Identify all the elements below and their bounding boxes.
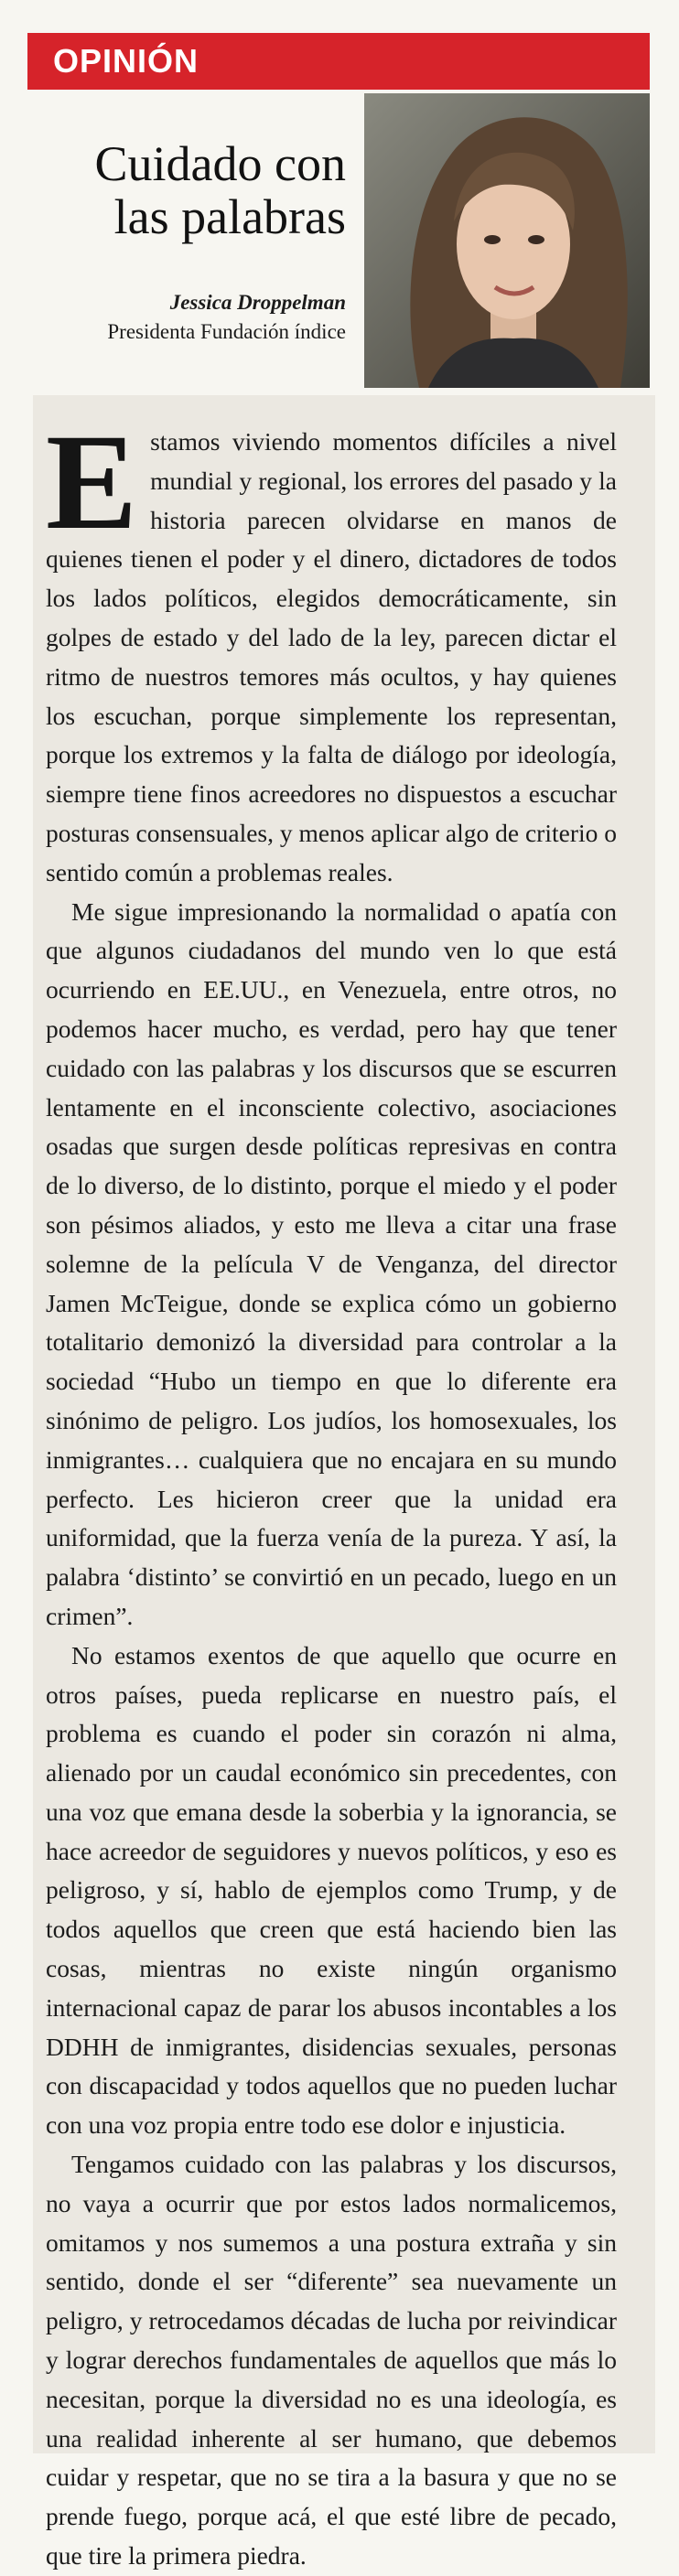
author-photo <box>364 93 650 388</box>
article-headline: Cuidado con las palabras <box>94 136 346 244</box>
article-body <box>46 406 617 2576</box>
author-name: Jessica Droppelman <box>169 291 346 314</box>
author-portrait-image <box>364 93 650 388</box>
section-label: OPINIÓN <box>53 42 199 80</box>
paragraph-text: stamos viviendo momentos difíciles a nivel mundial y regional, los errores del pasado y la historia parecen olvidarse en manos de quienes tienen el poder y el dinero, dictadores de todos los lados políticos, elegidos democráticamente, sin golpes de estado y del lado de la ley, parecen dictar el ritmo de nuestros temores más ocultos, y hay quienes los escuchan, porque simplemente los representan, porque los extremos y la falta de diálogo por ideología, siempre tiene finos acreedores no dispuestos a escuchar posturas consensuales, y menos aplicar algo de criterio o sentido común a problemas reales. <box>46 427 617 886</box>
paragraph-4: Tengamos cuidado con las palabras y los discursos, no vaya a ocurrir que por estos lados normalicemos, omitamos y nos sumemos a una postura extraña y sin sentido, donde el ser “diferente” sea nuevamente un peligro, y retrocedamos décadas de lucha por reivindicar y lograr derechos fundamentales de aquellos que más lo necesitan, porque la diversidad no es una ideología, es una realidad inherente al ser humano, que debemos cuidar y respetar, que no se tira a la basura y que no se prende fuego, porque acá, el que esté libre de pecado, que tire la primera piedra. <box>46 2150 617 2571</box>
author-role: Presidenta Fundación índice <box>107 320 346 343</box>
paragraph-2: Me sigue impresionando la normalidad o apatía con que algunos ciudadanos del mundo ven lo que está ocurriendo en EE.UU., en Venezuela, entre otros, no podemos hacer mucho, es verdad, pero hay que tener cuidado con las palabras y los discursos que se escurren lentamente en el inconsciente colectivo, asociaciones osadas que surgen desde políticas represivas en contra de lo diverso, de lo distinto, porque el miedo y el poder son pésimos aliados, y esto me lleva a citar una frase solemne de la película V de Venganza, del director Jamen McTeigue, donde se explica cómo un gobierno totalitario demonizó la diversidad para controlar a la sociedad “Hubo un tiempo en que lo diferente era sinónimo de peligro. Los judíos, los homosexuales, los inmigrantes… cualquiera que no encajara en su mundo perfecto. Les hicieron creer que la unidad era uniformidad, que la fuerza venía de la pureza. Y así, la palabra ‘distinto’ se convirtió en un pecado, luego en un crimen”. <box>46 896 617 1630</box>
paragraph-1 <box>46 406 617 893</box>
paragraph-3: No estamos exentos de que aquello que ocurre en otros países, pueda replicarse en nuestro país, el problema es cuando el poder sin corazón ni alma, alienado por un caudal económico sin precedentes, con una voz que emana desde la soberbia y la ignorancia, se hace acreedor de seguidores y nuevos políticos, y eso es peligroso, y sí, hablo de ejemplos como Trump, y de todos aquellos que creen que está haciendo bien las cosas, mientras no existe ningún organismo internacional capaz de parar los abusos incontables a los DDHH de inmigrantes, disidencias sexuales, personas con discapacidad y todos aquellos que no pueden luchar con una voz propia entre todo ese dolor e injusticia. <box>46 1640 617 2140</box>
drop-cap: E <box>46 406 138 558</box>
section-header-band <box>27 33 650 90</box>
